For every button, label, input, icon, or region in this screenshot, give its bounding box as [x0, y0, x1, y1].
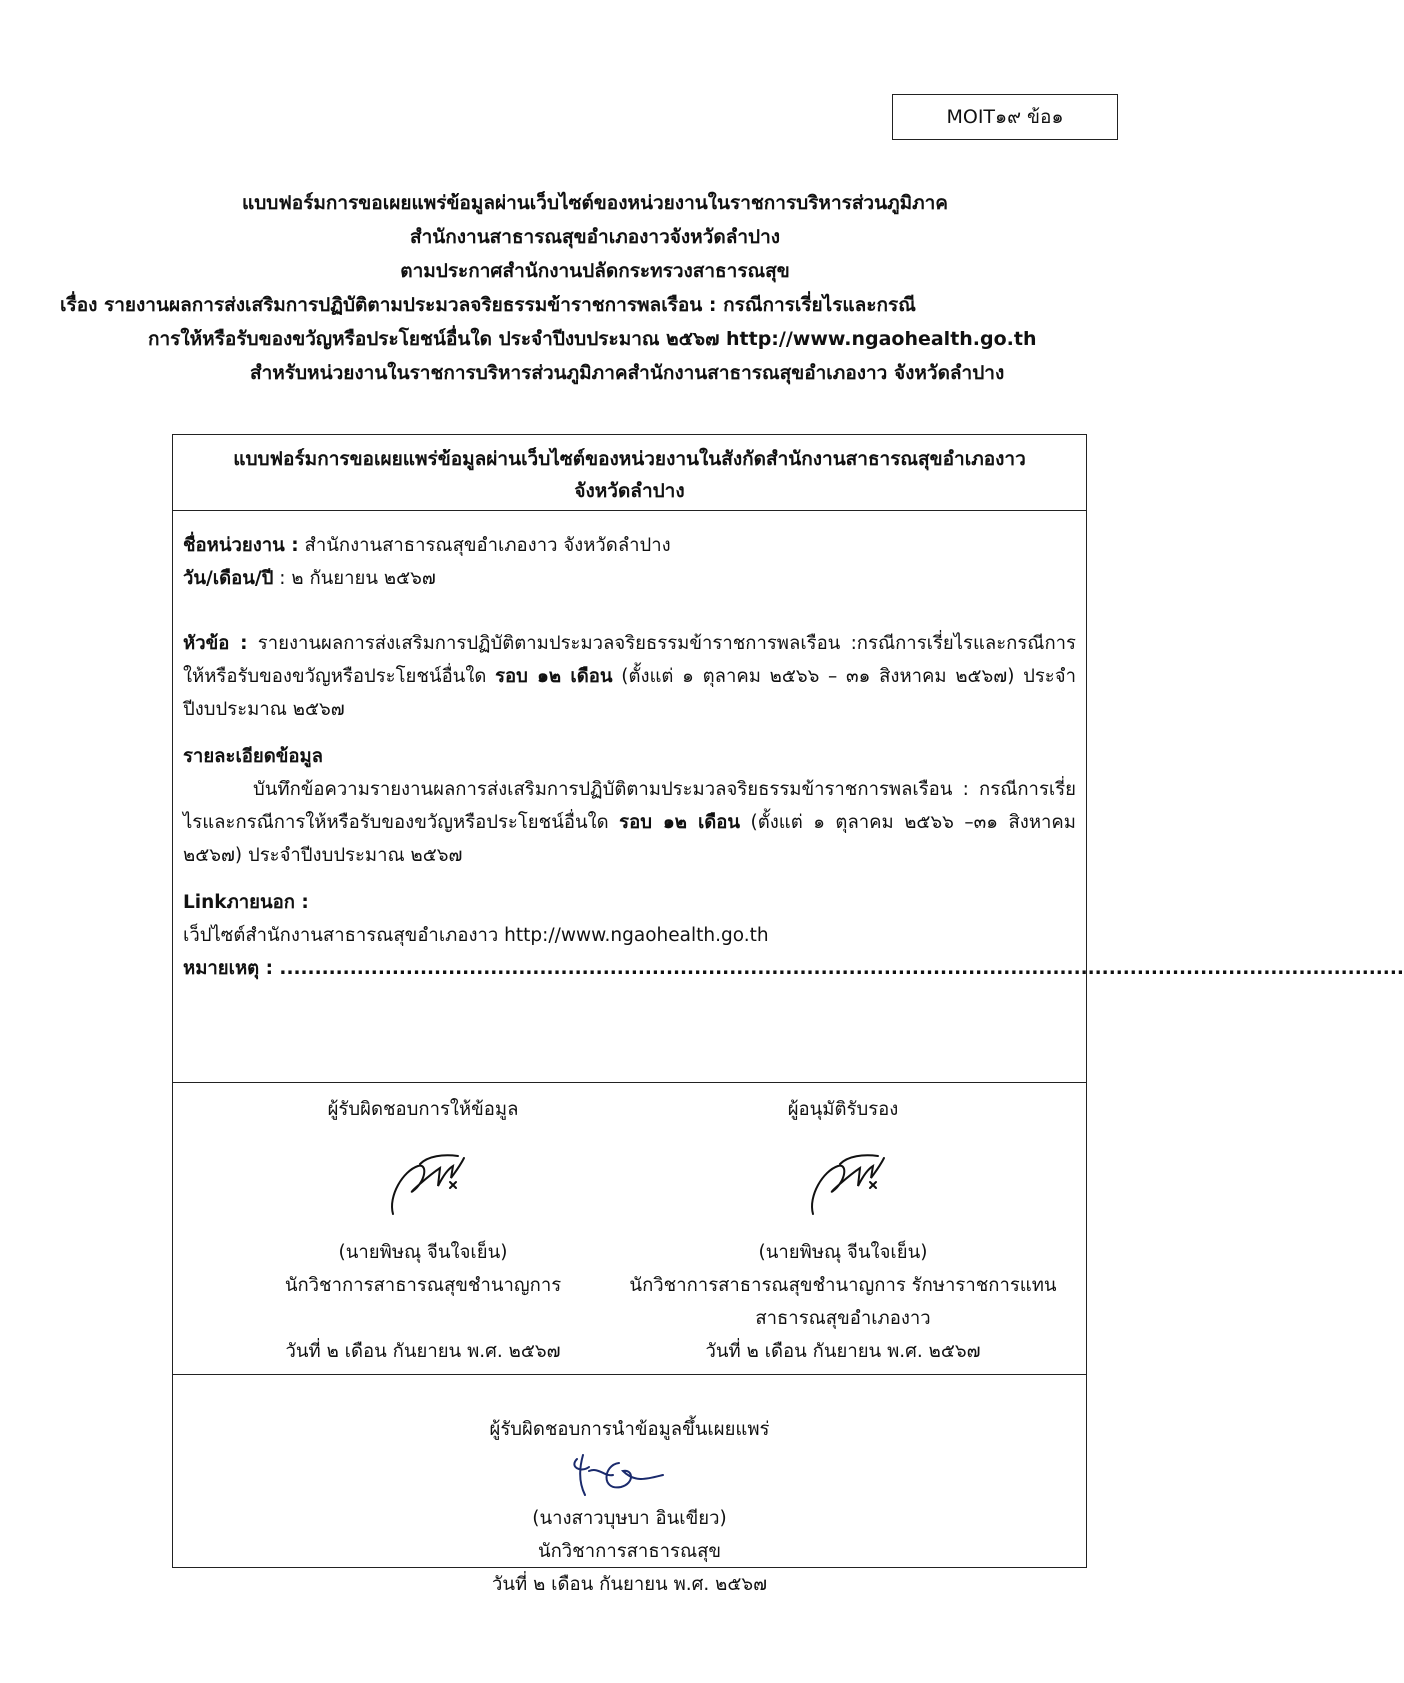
- publication-form: [172, 434, 1404, 1595]
- detail-round: รอบ ๑๒ เดือน: [619, 812, 741, 833]
- date-value: : ๒ กันยายน ๒๕๖๗: [273, 568, 436, 589]
- approver-role: ผู้อนุมัติรับรอง: [787, 1099, 899, 1120]
- approver-position-1: นักวิชาการสาธารณสุขชำนาญการ รักษาราชการแทน: [629, 1275, 1057, 1296]
- provider-date: วันที่ ๒ เดือน กันยายน พ.ศ. ๒๕๖๗: [285, 1341, 561, 1362]
- approver-date: วันที่ ๒ เดือน กันยายน พ.ศ. ๒๕๖๗: [705, 1341, 981, 1362]
- form-code-box: [892, 94, 1118, 140]
- header-line-6: สำหรับหน่วยงานในราชการบริหารส่วนภูมิภาคสำนักงานสาธารณสุขอำเภองาว จังหวัดลำปาง: [250, 362, 1005, 384]
- publisher-section: [173, 1375, 1086, 1595]
- provider-signature-image: [233, 1126, 613, 1236]
- form-code: MOIT๑๙ ข้อ๑: [946, 106, 1064, 128]
- detail-paragraph: [183, 773, 1076, 872]
- provider-position: นักวิชาการสาธารณสุขชำนาญการ: [284, 1275, 562, 1296]
- topic-round: รอบ ๑๒ เดือน: [495, 666, 613, 687]
- form-body: [173, 511, 1404, 1083]
- detail-text-2: (ตั้งแต่ ๑ ตุลาคม ๒๕๖๖ –๓๑ สิงหาคม ๒๕๖๗) ประจำปีงบประมาณ ๒๕๖๗: [183, 812, 1076, 866]
- topic-label: หัวข้อ :: [183, 633, 248, 654]
- topic-text-2: (ตั้งแต่ ๑ ตุลาคม ๒๕๖๖ – ๓๑ สิงหาคม ๒๕๖๗) ประจำปีงบประมาณ ๒๕๖๗: [183, 666, 1076, 720]
- approver-position-2: สาธารณสุขอำเภองาว: [755, 1308, 931, 1329]
- header-line-5: การให้หรือรับของขวัญหรือประโยชน์อื่นใด ประจำปีงบประมาณ ๒๕๖๗ http://www.ngaohealth.go.th: [148, 328, 1037, 350]
- signature-section: [173, 1083, 1086, 1375]
- header-line-4: เรื่อง รายงานผลการส่งเสริมการปฏิบัติตามประมวลจริยธรรมข้าราชการพลเรือน : กรณีการเรี่ยไรและกรณี: [60, 294, 916, 316]
- unit-row: [183, 529, 1076, 562]
- document-header: [60, 186, 1130, 390]
- note-line: หมายเหตุ : ................................................................................................................................................................: [183, 958, 1404, 979]
- date-label: วัน/เดือน/ปี: [183, 568, 274, 589]
- publisher-position: นักวิชาการสาธารณสุข: [537, 1541, 722, 1562]
- publisher-name: (นางสาวบุษบา อินเขียว): [532, 1508, 727, 1529]
- link-label: Linkภายนอก :: [183, 892, 309, 913]
- detail-label: รายละเอียดข้อมูล: [183, 746, 324, 767]
- header-line-1: แบบฟอร์มการขอเผยแพร่ข้อมูลผ่านเว็บไซต์ของหน่วยงานในราชการบริหารส่วนภูมิภาค: [241, 192, 949, 214]
- approver-name: (นายพิษณุ จีนใจเย็น): [758, 1242, 928, 1263]
- form-title-line-1: แบบฟอร์มการขอเผยแพร่ข้อมูลผ่านเว็บไซต์ของหน่วยงานในสังกัดสำนักงานสาธารณสุขอำเภองาว: [233, 448, 1026, 470]
- topic-text-1: รายงานผลการส่งเสริมการปฏิบัติตามประมวลจริยธรรมข้าราชการพลเรือน :กรณีการเรี่ยไรและกรณีการให้หรือรับของขวัญหรือประโยชน์อื่นใด: [183, 633, 1076, 687]
- approver-signature-image: [603, 1126, 1083, 1236]
- date-row: [183, 562, 1076, 595]
- form-title: [173, 435, 1086, 511]
- form-title-line-2: จังหวัดลำปาง: [574, 480, 685, 502]
- publisher-signature-image: [173, 1446, 1086, 1502]
- header-line-2: สำนักงานสาธารณสุขอำเภองาวจังหวัดลำปาง: [409, 226, 781, 248]
- link-text: เว็ปไซต์สำนักงานสาธารณสุขอำเภองาว http://www.ngaohealth.go.th: [183, 925, 769, 946]
- publisher-date: วันที่ ๒ เดือน กันยายน พ.ศ. ๒๕๖๗: [491, 1574, 768, 1595]
- unit-value: สำนักงานสาธารณสุขอำเภองาว จังหวัดลำปาง: [298, 535, 671, 556]
- provider-role: ผู้รับผิดชอบการให้ข้อมูล: [327, 1099, 519, 1120]
- detail-text-1: บันทึกข้อความรายงานผลการส่งเสริมการปฏิบัติตามประมวลจริยธรรมข้าราชการพลเรือน : กรณีการเรี่ยไรและกรณีการให้หรือรับของขวัญหรือประโยชน์อื่นใด: [183, 779, 1076, 833]
- unit-label: ชื่อหน่วยงาน :: [183, 535, 299, 556]
- provider-signature-block: [233, 1093, 613, 1368]
- publisher-role: ผู้รับผิดชอบการนำข้อมูลขึ้นเผยแพร่: [489, 1419, 770, 1440]
- provider-name: (นายพิษณุ จีนใจเย็น): [338, 1242, 508, 1263]
- approver-signature-block: [603, 1093, 1083, 1368]
- header-line-3: ตามประกาศสำนักงานปลัดกระทรวงสาธารณสุข: [400, 260, 790, 282]
- topic-paragraph: [183, 627, 1076, 726]
